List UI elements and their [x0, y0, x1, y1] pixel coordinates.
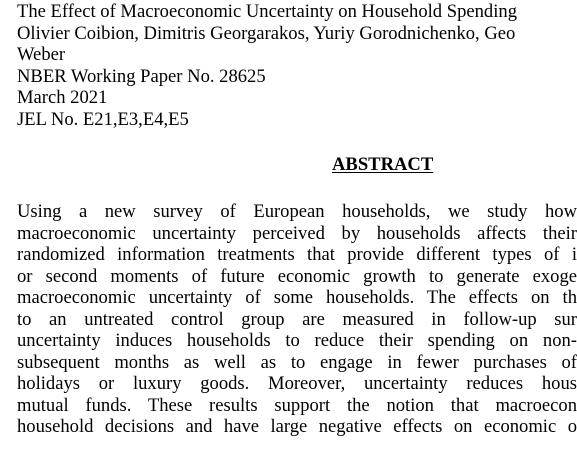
paper-authors-continued: Weber — [17, 44, 66, 65]
abstract-line: Using a new survey of European households, we study how — [17, 201, 577, 222]
abstract-body — [17, 201, 577, 438]
abstract-line: or second moments of future economic growth to generate exoge — [17, 265, 577, 287]
paper-date: March 2021 — [17, 87, 108, 108]
paper-metadata — [17, 1, 577, 130]
abstract-line: holidays or luxury goods. Moreover, uncertainty reduces hous — [17, 373, 577, 394]
paper-jel-codes: JEL No. E21,E3,E4,E5 — [17, 108, 189, 130]
abstract-line: macroeconomic uncertainty of some households. The effects on th — [17, 287, 577, 308]
paper-authors: Olivier Coibion, Dimitris Georgarakos, Yuriy Gorodnichenko, Geo — [17, 22, 516, 44]
abstract-line: macroeconomic uncertainty perceived by households affects their — [17, 222, 577, 244]
paper-series: NBER Working Paper No. 28625 — [17, 65, 266, 87]
paper-title: The Effect of Macroeconomic Uncertainty on Household Spending — [17, 1, 517, 22]
abstract-line: uncertainty induces households to reduce their spending on non- — [17, 330, 577, 351]
abstract-line: to an untreated control group are measured in follow-up sur — [17, 308, 577, 330]
abstract-line: household decisions and have large negative effects on economic o — [17, 416, 577, 437]
paper-page — [17, 0, 577, 437]
abstract-line: mutual funds. These results support the notion that macroecon — [17, 394, 577, 416]
abstract-line: subsequent months as well as to engage in fewer purchases of — [17, 351, 577, 373]
abstract-heading: ABSTRACT — [332, 154, 434, 175]
abstract-line: randomized information treatments that provide different types of i — [17, 244, 577, 265]
